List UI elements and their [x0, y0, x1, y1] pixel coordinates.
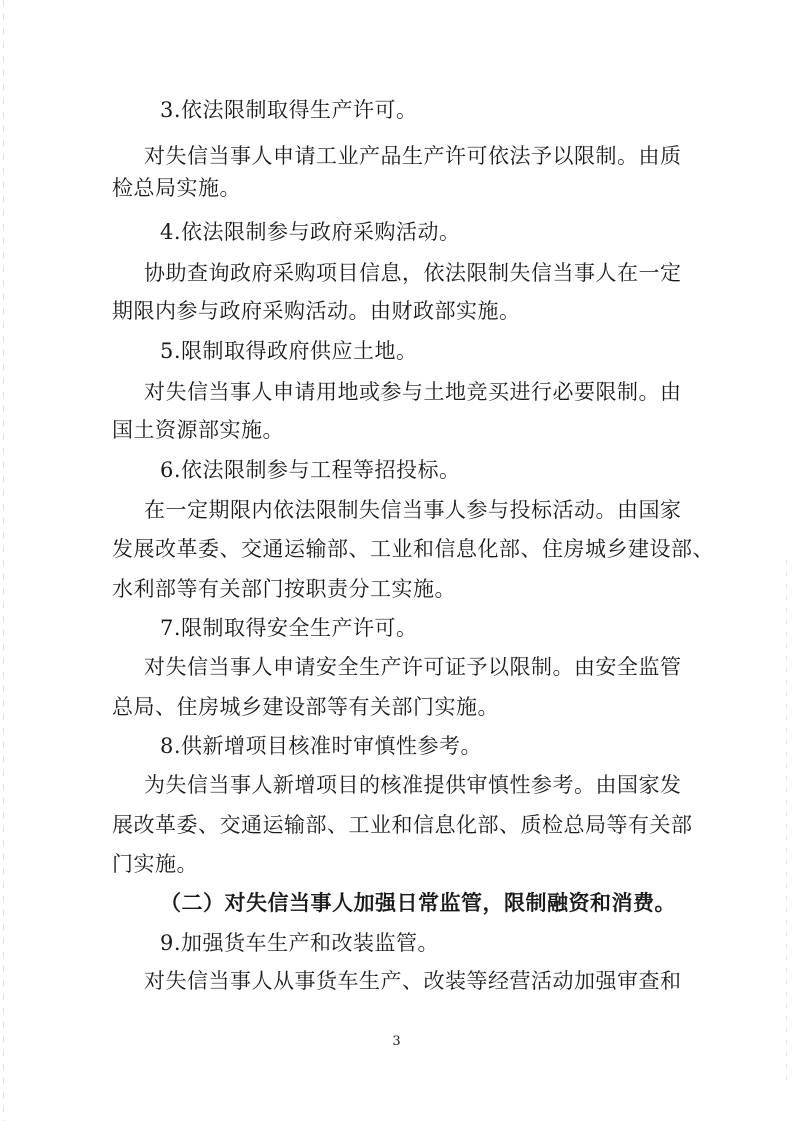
item-6-text-line-3: 水利部等有关部门按职责分工实施。 — [112, 577, 456, 601]
item-3-text-line-2: 检总局实施。 — [112, 176, 241, 200]
item-7-text-line-2: 总局、住房城乡建设部等有关部门实施。 — [112, 695, 499, 719]
item-4-text-line-2: 期限内参与政府采购活动。由财政部实施。 — [112, 299, 521, 323]
scan-edge-mark-right — [786, 560, 787, 1080]
item-5-text-line-2: 国土资源部实施。 — [112, 418, 284, 442]
item-8-text-line-1: 为失信当事人新增项目的核准提供审慎性参考。由国家发 — [144, 773, 682, 797]
item-9-text-line-1: 对失信当事人从事货车生产、改装等经营活动加强审查和 — [144, 969, 682, 993]
item-5-text-line-1: 对失信当事人申请用地或参与土地竞买进行必要限制。由 — [144, 380, 682, 404]
item-3-heading: 3.依法限制取得生产许可。 — [160, 98, 418, 122]
item-7-heading: 7.限制取得安全生产许可。 — [160, 616, 418, 640]
item-9-heading: 9.加强货车生产和改装监管。 — [160, 931, 440, 955]
scan-edge-mark-left — [3, 0, 4, 1121]
page-number: 3 — [392, 1034, 401, 1049]
item-7-text-line-1: 对失信当事人申请安全生产许可证予以限制。由安全监管 — [144, 655, 682, 679]
item-6-text-line-1: 在一定期限内依法限制失信当事人参与投标活动。由国家 — [144, 498, 682, 522]
item-4-heading: 4.依法限制参与政府采购活动。 — [160, 220, 461, 244]
item-5-heading: 5.限制取得政府供应土地。 — [160, 339, 418, 363]
section-2-heading: （二）对失信当事人加强日常监管，限制融资和消费。 — [160, 890, 676, 915]
item-8-text-line-2: 展改革委、交通运输部、工业和信息化部、质检总局等有关部 — [112, 813, 693, 837]
item-8-text-line-3: 门实施。 — [112, 852, 198, 876]
item-3-text-line-1: 对失信当事人申请工业产品生产许可依法予以限制。由质 — [144, 144, 682, 168]
item-6-heading: 6.依法限制参与工程等招投标。 — [160, 458, 461, 482]
item-4-text-line-1: 协助查询政府采购项目信息，依法限制失信当事人在一定 — [144, 261, 682, 285]
item-8-heading: 8.供新增项目核准时审慎性参考。 — [160, 734, 483, 758]
item-6-text-line-2: 发展改革委、交通运输部、工业和信息化部、住房城乡建设部、 — [112, 537, 714, 561]
